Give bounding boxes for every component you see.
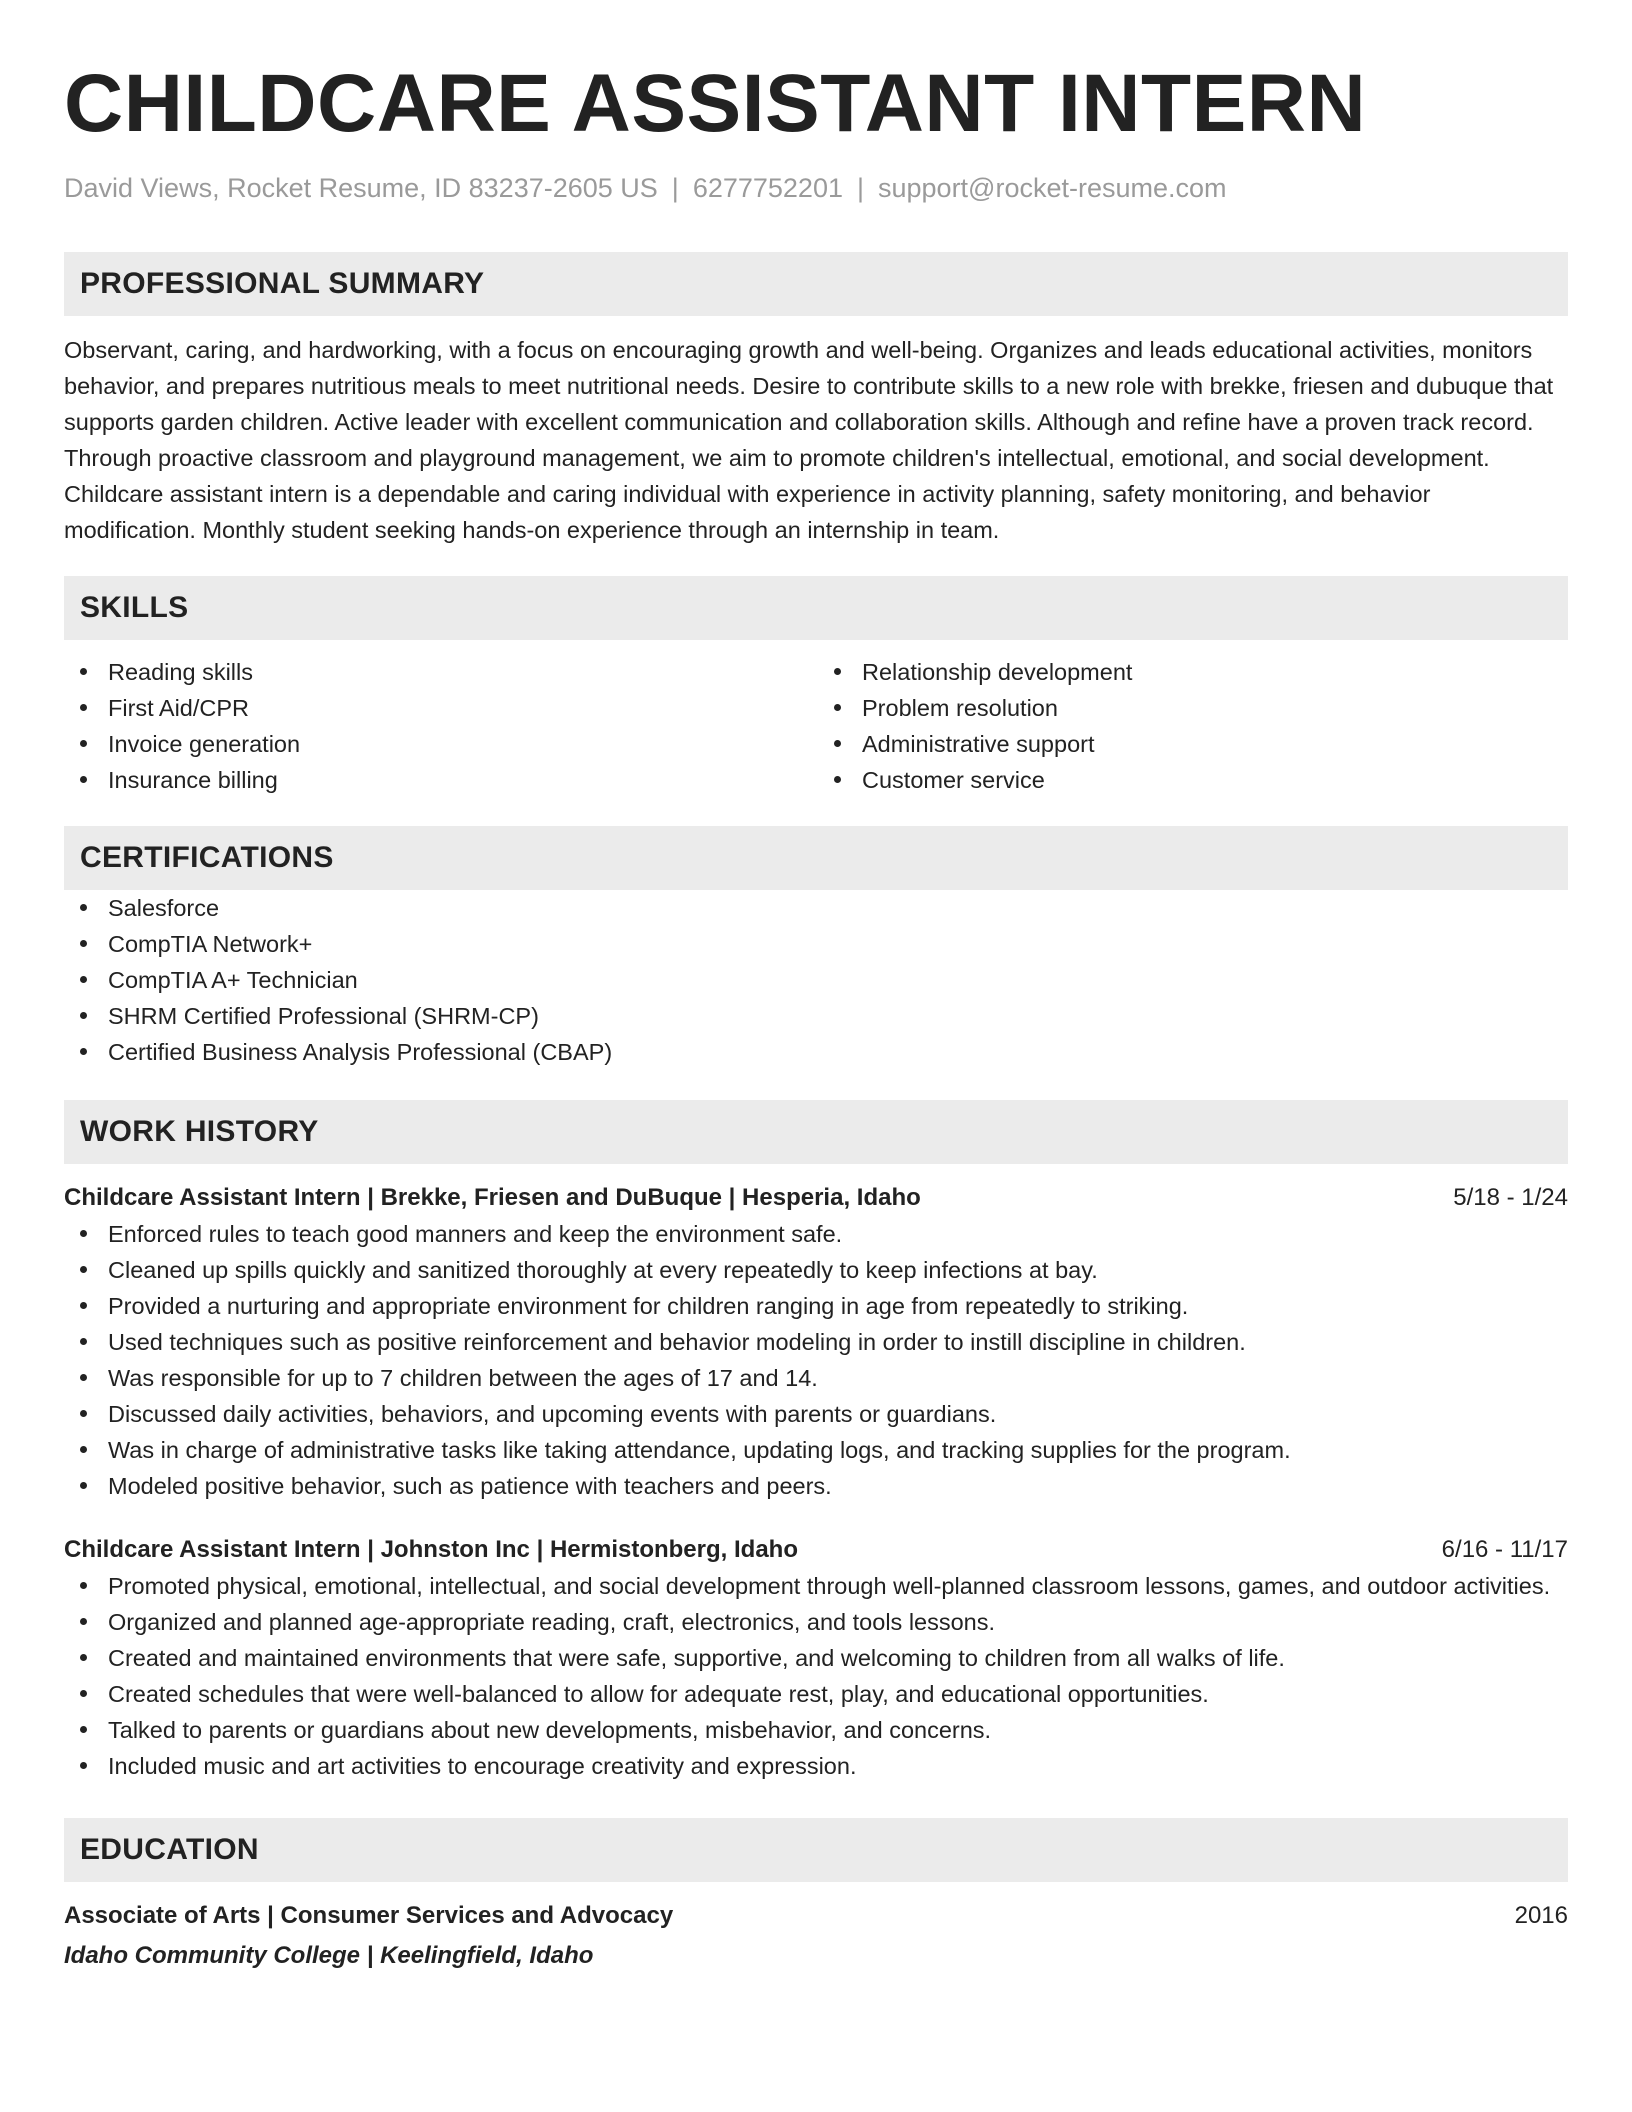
bullet-icon (80, 1482, 87, 1489)
bullet-icon (80, 1374, 87, 1381)
bullet-icon (80, 704, 87, 711)
bullet-icon (80, 1446, 87, 1453)
skills-column-right (816, 654, 1568, 798)
bullet-icon (80, 1012, 87, 1019)
job-header (64, 1180, 1568, 1216)
skills-list-left (64, 654, 816, 798)
job-dates: 6/16 - 11/17 (1441, 1536, 1568, 1563)
bullet-icon (80, 1302, 87, 1309)
section-header-certifications: CERTIFICATIONS (64, 826, 1568, 890)
list-item: Provided a nurturing and appropriate environment for children ranging in age from repeatedly to striking. (64, 1288, 1568, 1324)
certifications-list (64, 890, 1568, 1070)
bullet-icon (80, 1726, 87, 1733)
skills-column-left (64, 654, 816, 798)
list-item: Discussed daily activities, behaviors, and upcoming events with parents or guardians. (64, 1396, 1568, 1432)
bullet-icon (80, 1410, 87, 1417)
bullet-icon (834, 668, 841, 675)
bullet-icon (80, 1690, 87, 1697)
bullet-icon (80, 1048, 87, 1055)
bullet-icon (80, 1338, 87, 1345)
bullet-icon (80, 1266, 87, 1273)
list-item: Was in charge of administrative tasks like taking attendance, updating logs, and tracking supplies for the program. (64, 1432, 1568, 1468)
section-header-skills: SKILLS (64, 576, 1568, 640)
education-year: 2016 (1514, 1902, 1568, 1929)
section-header-summary: PROFESSIONAL SUMMARY (64, 252, 1568, 316)
skills-grid (64, 654, 1568, 798)
summary-text: Observant, caring, and hardworking, with a focus on encouraging growth and well-being. Organizes and leads educational activities, monitors behavior, and prepares nutritious meals to meet nutritional needs. Desire to contribute skills to a new role with brekke, friesen and dubuque that supports garden children. Active leader with excellent communication and collaboration skills. Although and refine have a proven track record. Through proactive classroom and playground management, we aim to promote children's intellectual, emotional, and social development. Childcare assistant intern is a dependable and caring individual with experience in activity planning, safety monitoring, and behavior modification. Monthly student seeking hands-on experience through an internship in team. (64, 337, 1554, 543)
bullet-icon (80, 668, 87, 675)
job-header (64, 1532, 1568, 1568)
education-header (64, 1898, 1568, 1934)
contact-separator: | (671, 173, 679, 203)
job-dates: 5/18 - 1/24 (1453, 1184, 1568, 1211)
list-item: Salesforce (64, 890, 1568, 926)
bullet-icon (834, 704, 841, 711)
list-item: Included music and art activities to encourage creativity and expression. (64, 1748, 1568, 1784)
bullet-icon (80, 740, 87, 747)
job-bullets (64, 1568, 1568, 1784)
list-item: SHRM Certified Professional (SHRM-CP) (64, 998, 1568, 1034)
bullet-icon (80, 1654, 87, 1661)
skills-list-right (818, 654, 1568, 798)
resume-name: CHILDCARE ASSISTANT INTERN (64, 58, 1367, 149)
bullet-icon (80, 904, 87, 911)
bullet-icon (834, 740, 841, 747)
list-item: Administrative support (818, 726, 1568, 762)
job-title: Childcare Assistant Intern | Brekke, Friesen and DuBuque | Hesperia, Idaho (64, 1184, 921, 1211)
job-title: Childcare Assistant Intern | Johnston Inc | Hermistonberg, Idaho (64, 1536, 798, 1563)
list-item: First Aid/CPR (64, 690, 816, 726)
list-item: Cleaned up spills quickly and sanitized thoroughly at every repeatedly to keep infections at bay. (64, 1252, 1568, 1288)
section-header-work-history: WORK HISTORY (64, 1100, 1568, 1164)
list-item: Invoice generation (64, 726, 816, 762)
list-item: Created and maintained environments that were safe, supportive, and welcoming to children from all walks of life. (64, 1640, 1568, 1676)
list-item: Customer service (818, 762, 1568, 798)
list-item: Relationship development (818, 654, 1568, 690)
education-school: Idaho Community College | Keelingfield, Idaho (64, 1942, 594, 1969)
list-item: Modeled positive behavior, such as patience with teachers and peers. (64, 1468, 1568, 1504)
bullet-icon (834, 776, 841, 783)
bullet-icon (80, 1230, 87, 1237)
list-item: Talked to parents or guardians about new developments, misbehavior, and concerns. (64, 1712, 1568, 1748)
bullet-icon (80, 976, 87, 983)
bullet-icon (80, 776, 87, 783)
bullet-icon (80, 940, 87, 947)
contact-address: David Views, Rocket Resume, ID 83237-2605 US (64, 173, 658, 203)
list-item: Enforced rules to teach good manners and keep the environment safe. (64, 1216, 1568, 1252)
list-item: Created schedules that were well-balanced to allow for adequate rest, play, and educational opportunities. (64, 1676, 1568, 1712)
bullet-icon (80, 1618, 87, 1625)
list-item: CompTIA A+ Technician (64, 962, 1568, 998)
job-bullets (64, 1216, 1568, 1504)
list-item: Reading skills (64, 654, 816, 690)
contact-phone: 6277752201 (692, 173, 843, 203)
list-item: Insurance billing (64, 762, 816, 798)
list-item: Problem resolution (818, 690, 1568, 726)
list-item: CompTIA Network+ (64, 926, 1568, 962)
list-item: Was responsible for up to 7 children between the ages of 17 and 14. (64, 1360, 1568, 1396)
contact-line (64, 170, 1568, 206)
list-item: Certified Business Analysis Professional (CBAP) (64, 1034, 1568, 1070)
bullet-icon (80, 1582, 87, 1589)
contact-separator: | (856, 173, 864, 203)
list-item: Organized and planned age-appropriate reading, craft, electronics, and tools lessons. (64, 1604, 1568, 1640)
section-header-education: EDUCATION (64, 1818, 1568, 1882)
list-item: Used techniques such as positive reinforcement and behavior modeling in order to instill discipline in children. (64, 1324, 1568, 1360)
bullet-icon (80, 1762, 87, 1769)
education-degree: Associate of Arts | Consumer Services and Advocacy (64, 1902, 674, 1929)
list-item: Promoted physical, emotional, intellectual, and social development through well-planned classroom lessons, games, and outdoor activities. (64, 1568, 1568, 1604)
contact-email[interactable]: support@rocket-resume.com (878, 173, 1227, 203)
